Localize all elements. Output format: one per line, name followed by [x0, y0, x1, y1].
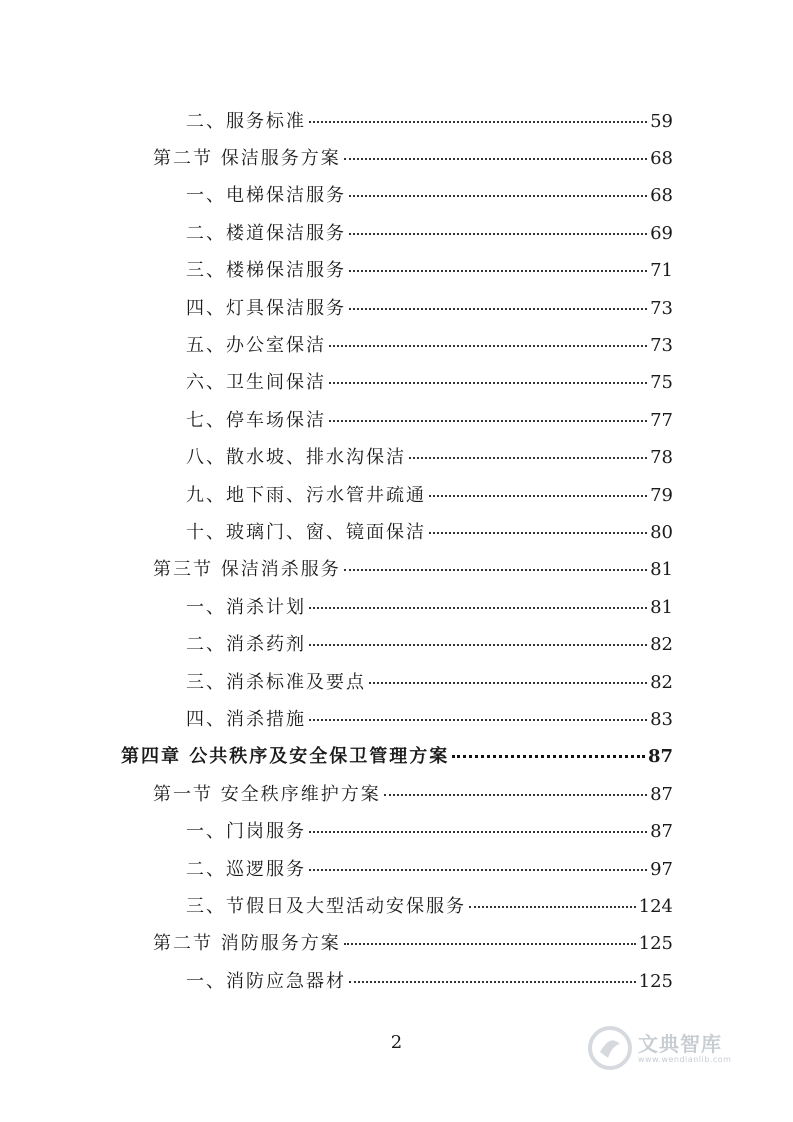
- toc-entry-line: [186, 705, 673, 731]
- toc-entry-line: [186, 294, 673, 320]
- toc-entry-title: 一、消防应急器材: [186, 970, 346, 992]
- toc-dot-leader: [349, 981, 636, 983]
- toc-dot-leader: [349, 270, 647, 272]
- toc-entry-title: 七、停车场保洁: [186, 409, 326, 431]
- toc-dot-leader: [344, 569, 647, 571]
- toc-entry-item[interactable]: [0, 587, 793, 624]
- toc-entry-page: 87: [650, 783, 673, 805]
- toc-dot-leader: [429, 495, 647, 497]
- toc-entry-page: 125: [638, 970, 673, 992]
- toc-entry-title: 一、门岗服务: [186, 821, 306, 843]
- toc-dot-leader: [309, 869, 647, 871]
- toc-entry-title: 二、服务标准: [186, 110, 306, 132]
- toc-entry-item[interactable]: [0, 251, 793, 288]
- toc-entry-page: 81: [650, 596, 673, 618]
- toc-entry-item[interactable]: [0, 624, 793, 661]
- toc-entry-item[interactable]: [0, 213, 793, 250]
- toc-entry-page: 97: [650, 858, 673, 880]
- toc-entry-section[interactable]: [0, 924, 793, 961]
- toc-entry-title: 三、消杀标准及要点: [186, 671, 366, 693]
- toc-entry-line: [153, 780, 673, 806]
- toc-entry-line: [186, 593, 673, 619]
- table-of-contents: [0, 101, 793, 998]
- toc-entry-page: 82: [650, 634, 673, 656]
- toc-entry-item[interactable]: [0, 176, 793, 213]
- toc-entry-line: [186, 219, 673, 245]
- toc-entry-title: 第四章 公共秩序及安全保卫管理方案: [121, 746, 450, 768]
- watermark: [588, 1020, 778, 1076]
- toc-entry-item[interactable]: [0, 363, 793, 400]
- toc-entry-page: 73: [650, 297, 673, 319]
- toc-entry-line: [186, 256, 673, 282]
- toc-entry-title: 四、灯具保洁服务: [186, 297, 346, 319]
- toc-dot-leader: [429, 532, 647, 534]
- toc-dot-leader: [329, 345, 647, 347]
- watermark-name: 文典智库: [638, 1031, 722, 1056]
- toc-entry-line: [186, 668, 673, 694]
- toc-entry-title: 四、消杀措施: [186, 708, 306, 730]
- toc-entry-page: 68: [650, 185, 673, 207]
- toc-entry-line: [186, 107, 673, 133]
- toc-entry-title: 九、地下雨、污水管井疏通: [186, 484, 426, 506]
- toc-entry-page: 82: [650, 671, 673, 693]
- toc-dot-leader: [344, 158, 647, 160]
- toc-entry-page: 80: [650, 521, 673, 543]
- toc-dot-leader: [309, 719, 647, 721]
- toc-entry-page: 124: [638, 895, 673, 917]
- toc-entry-line: [186, 817, 673, 843]
- page-number: 2: [390, 1032, 403, 1053]
- watermark-url: www.wendianlib.com: [638, 1054, 732, 1064]
- toc-entry-item[interactable]: [0, 438, 793, 475]
- toc-entry-title: 二、楼道保洁服务: [186, 222, 346, 244]
- toc-dot-leader: [329, 382, 647, 384]
- toc-entry-line: [153, 144, 673, 170]
- toc-entry-section[interactable]: [0, 774, 793, 811]
- toc-entry-line: [186, 443, 673, 469]
- toc-entry-line: [121, 742, 673, 768]
- toc-dot-leader: [349, 195, 647, 197]
- toc-entry-line: [186, 406, 673, 432]
- toc-dot-leader: [452, 755, 645, 758]
- toc-dot-leader: [309, 644, 647, 646]
- toc-dot-leader: [409, 457, 647, 459]
- toc-entry-title: 三、节假日及大型活动安保服务: [186, 895, 466, 917]
- toc-entry-title: 五、办公室保洁: [186, 335, 326, 357]
- toc-entry-line: [186, 481, 673, 507]
- toc-entry-line: [186, 967, 673, 993]
- toc-entry-item[interactable]: [0, 811, 793, 848]
- toc-entry-title: 一、消杀计划: [186, 596, 306, 618]
- toc-entry-item[interactable]: [0, 325, 793, 362]
- toc-entry-item[interactable]: [0, 961, 793, 998]
- toc-entry-page: 79: [650, 484, 673, 506]
- toc-entry-line: [153, 555, 673, 581]
- toc-entry-item[interactable]: [0, 400, 793, 437]
- toc-entry-title: 一、电梯保洁服务: [186, 185, 346, 207]
- toc-entry-item[interactable]: [0, 849, 793, 886]
- toc-entry-title: 二、消杀药剂: [186, 634, 306, 656]
- toc-entry-page: 69: [650, 222, 673, 244]
- toc-entry-item[interactable]: [0, 101, 793, 138]
- toc-entry-page: 87: [647, 746, 673, 768]
- toc-dot-leader: [309, 121, 647, 123]
- toc-entry-item[interactable]: [0, 288, 793, 325]
- toc-entry-title: 二、巡逻服务: [186, 858, 306, 880]
- toc-entry-item[interactable]: [0, 886, 793, 923]
- toc-entry-chapter[interactable]: [0, 737, 793, 774]
- toc-entry-line: [186, 368, 673, 394]
- toc-entry-line: [186, 181, 673, 207]
- toc-dot-leader: [349, 233, 647, 235]
- toc-entry-page: 78: [650, 447, 673, 469]
- toc-entry-page: 81: [650, 559, 673, 581]
- toc-dot-leader: [349, 308, 647, 310]
- toc-dot-leader: [469, 906, 636, 908]
- toc-entry-page: 68: [650, 148, 673, 170]
- toc-entry-page: 75: [650, 372, 673, 394]
- toc-entry-item[interactable]: [0, 699, 793, 736]
- toc-entry-item[interactable]: [0, 512, 793, 549]
- toc-entry-title: 第一节 安全秩序维护方案: [153, 783, 381, 805]
- toc-entry-line: [153, 929, 673, 955]
- toc-entry-page: 77: [650, 409, 673, 431]
- toc-entry-title: 三、楼梯保洁服务: [186, 260, 346, 282]
- toc-entry-title: 十、玻璃门、窗、镜面保洁: [186, 521, 426, 543]
- toc-entry-page: 73: [650, 335, 673, 357]
- toc-entry-section[interactable]: [0, 550, 793, 587]
- toc-entry-page: 87: [650, 821, 673, 843]
- toc-entry-line: [186, 331, 673, 357]
- toc-entry-page: 83: [650, 708, 673, 730]
- toc-entry-title: 第三节 保洁消杀服务: [153, 559, 341, 581]
- toc-dot-leader: [309, 831, 647, 833]
- toc-entry-page: 59: [650, 110, 673, 132]
- toc-entry-section[interactable]: [0, 138, 793, 175]
- toc-entry-line: [186, 518, 673, 544]
- watermark-logo-icon: [588, 1026, 632, 1070]
- toc-entry-page: 125: [638, 933, 673, 955]
- toc-dot-leader: [329, 420, 647, 422]
- toc-dot-leader: [309, 607, 647, 609]
- toc-dot-leader: [384, 794, 647, 796]
- toc-entry-title: 第二节 消防服务方案: [153, 933, 341, 955]
- toc-entry-title: 八、散水坡、排水沟保洁: [186, 447, 406, 469]
- toc-entry-line: [186, 855, 673, 881]
- toc-entry-page: 71: [650, 260, 673, 282]
- toc-dot-leader: [369, 682, 647, 684]
- toc-entry-line: [186, 892, 673, 918]
- toc-entry-item[interactable]: [0, 475, 793, 512]
- toc-entry-item[interactable]: [0, 662, 793, 699]
- toc-dot-leader: [344, 943, 636, 945]
- toc-entry-line: [186, 630, 673, 656]
- toc-entry-title: 第二节 保洁服务方案: [153, 148, 341, 170]
- toc-entry-title: 六、卫生间保洁: [186, 372, 326, 394]
